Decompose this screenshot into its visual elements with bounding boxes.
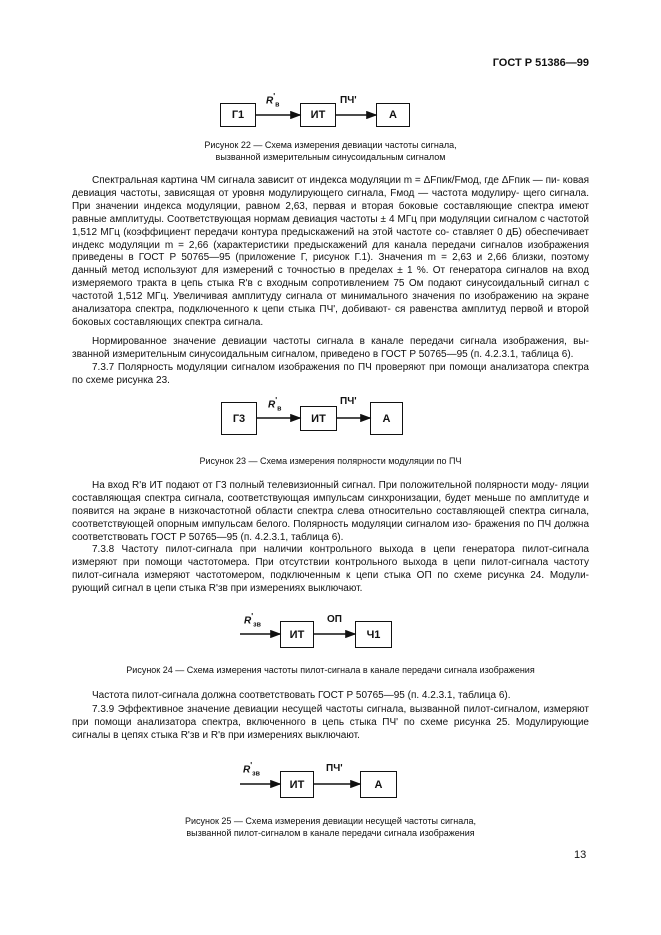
paragraph-polarity: На вход R'в ИТ подают от Г3 полный телевизионный сигнал. При положительной полярности моду- ляции составляющая спектра сигнала, соответствующая импульсам синхронизации, будет меньше по амплитуде и появится на экране в низкочастотной области спектра слева относительно составляющей спектра сигнала, соответствующей опорным импульсам белого. Полярность модуляции сигналом изо- бражения по ПЧ должна соответствовать ГОСТ Р 50765—95 (п. 4.2.3.1, таблица 6). [72,480,590,543]
fig22-it-box: ИТ [300,103,336,127]
fig23-input-label: $R'_в$ [268,396,282,413]
page-number: 13 [574,849,587,861]
fig25-it-box: ИТ [280,771,314,798]
fig25-mid-label: ПЧ' [326,763,343,774]
fig25-analyzer-box: А [360,771,397,798]
fig24-caption: Рисунок 24 — Схема измерения частоты пилот-сигнала в канале передачи сигнала изображения [126,665,535,675]
document-id: ГОСТ Р 51386—99 [492,57,589,69]
fig25-caption: Рисунок 25 — Схема измерения девиации несущей частоты сигнала, вызванной пилот-сигналом в канале передачи сигнала изображения [184,816,477,838]
fig23-it-box: ИТ [300,406,337,431]
fig24-it-box: ИТ [280,621,314,648]
paragraph-7-3-9: 7.3.9 Эффективное значение девиации несущей частоты сигнала, вызванной пилот-сигналом, измеряют при помощи анализатора спектра, включенного в цепь стыка ПЧ' по схеме рисунка 25. Модулирующие сигналы в цепях стыка R'зв и R'в при измерениях выключают. [72,704,589,741]
fig24-mid-label: ОП [327,614,342,625]
fig22-generator-box: Г1 [220,103,256,127]
fig22-input-label: $R'_в$ [266,92,280,109]
paragraph-pilot-frequency: Частота пилот-сигнала должна соответствовать ГОСТ Р 50765—95 (п. 4.2.3.1, таблица 6). [92,690,511,701]
fig23-caption: Рисунок 23 — Схема измерения полярности модуляции по ПЧ [199,456,462,466]
paragraph-spectrum: Спектральная картина ЧМ сигнала зависит от индекса модуляции m = ΔFпик/Fмод, где ΔFпик — пи- ковая девиация частоты, зависящая от уровня модулирующего сигнала, Fмод — частота модулиру- щего сигнала. При значении индекса модуляции, равном 2,63, первая и вторая боковые составляющие спектра имеют равные амплитуды. Соответствующая нормам девиация частоты ± 4 МГц при модуляции сигналом с частотой 1,512 МГц (коэффициент передачи контура предыскажений на этой частоте со- ставляет 0 дБ) обеспечивает индекс модуляции m = 2,66 (характеристики предыскажений для канала передачи сигналов изображения приведены в ГОСТ Р 50765—95 (приложение Г, рисунок Г.1). Значения m = 2,63 и 2,66 близки, поэтому данный метод используют для измерений с точностью в пределах ± 1 %. От генератора сигналов на вход измеряемого тракта в цепь стыка R'в с входным сопротивлением 75 Ом подают синусоидальный сигнал с частотой 1,512 МГц. Увеличивая амплитуду сигнала от минимального значения по изображению на экране анализатора спектра, подключенного к цепи стыка ПЧ', добивают- ся равенства амплитуд первой и второй боковых составляющих спектра сигнала. [72,175,590,328]
fig25-input-label: $R'_{зв}$ [243,761,260,778]
fig23-analyzer-box: А [370,402,403,435]
fig23-mid-label: ПЧ' [340,396,357,407]
fig22-mid-label: ПЧ' [340,95,357,106]
paragraph-7-3-8: 7.3.8 Частоту пилот-сигнала при наличии контрольного выхода в цепи генератора пилот-сигнала измеряют при помощи частотомера. При отсутствии контрольного выхода в цепи пилот-сигнала частоту пилот-сигнала измеряют частотомером, подключенным к цепи стыка ОП по схеме рисунка 24. Модули- рующий сигнал в цепи стыка R'зв при измерениях выключают. [72,544,589,594]
fig22-analyzer-box: А [376,103,410,127]
fig24-input-label: $R'_{зв}$ [244,612,261,629]
fig24-frequency-meter-box: Ч1 [355,621,392,648]
fig23-generator-box: Г3 [221,402,257,435]
paragraph-7-3-7: 7.3.7 Полярность модуляции сигналом изображения по ПЧ проверяют при помощи анализатора спектра по схеме рисунка 23. [72,362,589,386]
paragraph-normative-deviation: Нормированное значение девиации частоты сигнала в канале передачи сигнала изображения, вы- званной измерительным синусоидальным сигналом, приведено в ГОСТ Р 50765—95 (п. 4.2.3.1, таблица 6). [72,336,589,360]
fig22-caption: Рисунок 22 — Схема измерения девиации частоты сигнала, вызванной измерительным синусоидальным сигналом [204,140,457,162]
